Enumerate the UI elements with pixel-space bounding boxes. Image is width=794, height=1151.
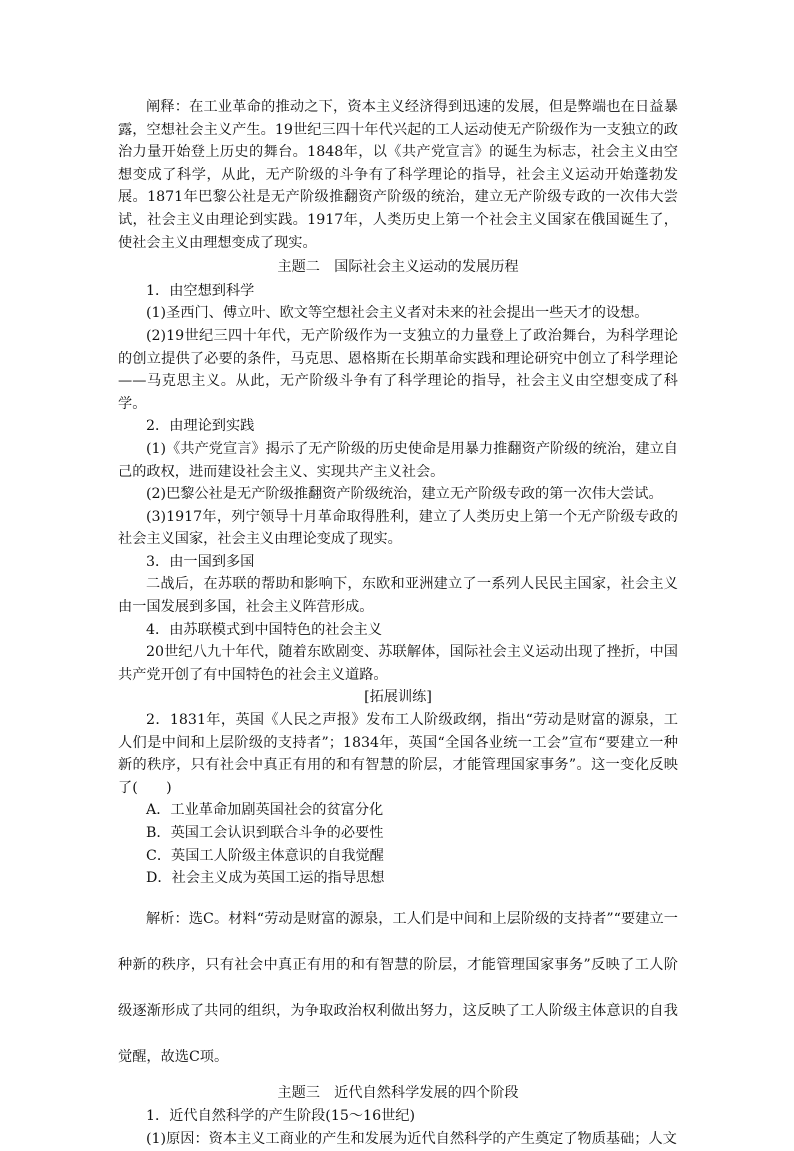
topic2-section1-point2: (2)19世纪三四十年代，无产阶级作为一支独立的力量登上了政治舞台，为科学理论的创立提供了必要的条件，马克思、恩格斯在长期革命实践和理论研究中创立了科学理论——马克思主义。从此，无产阶级斗争有了科学理论的指导，社会主义由空想变成了科学。 bbox=[118, 327, 678, 412]
topic2-section1-title: 1．由空想到科学 bbox=[146, 282, 255, 299]
explanation-paragraph: 阐释：在工业革命的推动之下，资本主义经济得到迅速的发展，但是弊端也在日益暴露，空想社会主义产生。19世纪三四十年代兴起的工人运动使无产阶级作为一支独立的政治力量开始登上历史的舞台。1848年，以《共产党宣言》的诞生为标志，社会主义由空想变成了科学，从此，无产阶级的斗争有了科学理论的指导，社会主义运动开始蓬勃发展。1871年巴黎公社是无产阶级推翻资产阶级的统治，建立无产阶级专政的一次伟大尝试，社会主义由理论到实践。1917年，人类历史上第一个社会主义国家在俄国诞生了，使社会主义由理想变成了现实。 bbox=[118, 99, 678, 251]
topic2-heading: 主题二 国际社会主义运动的发展历程 bbox=[277, 259, 519, 276]
exercise-label: [拓展训练] bbox=[364, 689, 432, 706]
topic2-section4-point1: 20世纪八九十年代，随着东欧剧变、苏联解体，国际社会主义运动出现了挫折，中国共产党开创了有中国特色的社会主义道路。 bbox=[118, 644, 678, 683]
topic3-heading: 主题三 近代自然科学发展的四个阶段 bbox=[277, 1084, 519, 1101]
exercise-option-c: C．英国工人阶级主体意识的自我觉醒 bbox=[146, 847, 384, 864]
exercise-option-b: B．英国工会认识到联合斗争的必要性 bbox=[146, 825, 384, 841]
topic2-section2-point2: (2)巴黎公社是无产阶级推翻资产阶级统治，建立无产阶级专政的第一次伟大尝试。 bbox=[146, 486, 663, 503]
topic3-section1-point1: (1)原因：资本主义工商业的产生和发展为近代自然科学的产生奠定了物质基础；人文 bbox=[146, 1130, 677, 1147]
topic2-section3-title: 3．由一国到多国 bbox=[146, 553, 255, 570]
exercise-option-d: D．社会主义成为英国工运的指导思想 bbox=[146, 870, 385, 887]
topic3-section1-title: 1．近代自然科学的产生阶段(15～16世纪) bbox=[146, 1108, 416, 1125]
exercise-option-a: A．工业革命加剧英国社会的贫富分化 bbox=[146, 802, 384, 819]
topic2-section2-point3: (3)1917年，列宁领导十月革命取得胜利，建立了人类历史上第一个无产阶级专政的社会主义国家，社会主义由理论变成了现实。 bbox=[118, 508, 678, 548]
exercise-question: 2．1831年，英国《人民之声报》发布工人阶级政纲，指出“劳动是财富的源泉，工人们是中间和上层阶级的支持者”；1834年，英国“全国各业统一工会”宣布“要建立一种新的秩序，只有社会中真正有用的和有智慧的阶层，才能管理国家事务”。这一变化反映了( ) bbox=[118, 712, 678, 796]
topic2-section2-title: 2．由理论到实践 bbox=[146, 418, 255, 435]
topic2-section4-title: 4．由苏联模式到中国特色的社会主义 bbox=[146, 621, 383, 638]
topic2-section2-point1: (1)《共产党宣言》揭示了无产阶级的历史使命是用暴力推翻资产阶级的统治，建立自己的政权，进而建设社会主义、实现共产主义社会。 bbox=[118, 440, 678, 480]
topic2-section3-point1: 二战后，在苏联的帮助和影响下，东欧和亚洲建立了一系列人民民主国家，社会主义由一国发展到多国，社会主义阵营形成。 bbox=[118, 576, 678, 616]
topic2-section1-point1: (1)圣西门、傅立叶、欧文等空想社会主义者对未来的社会提出一些天才的设想。 bbox=[146, 305, 649, 322]
document-body bbox=[118, 96, 678, 1151]
exercise-analysis: 解析：选C。材料“劳动是财富的源泉，工人们是中间和上层阶级的支持者”“要建立一种新的秩序，只有社会中真正有用的和有智慧的阶层，才能管理国家事务”反映了工人阶级逐渐形成了共同的组织，为争取政治权利做出努力，这反映了工人阶级主体意识的自我觉醒，故选C项。 bbox=[118, 910, 678, 1065]
